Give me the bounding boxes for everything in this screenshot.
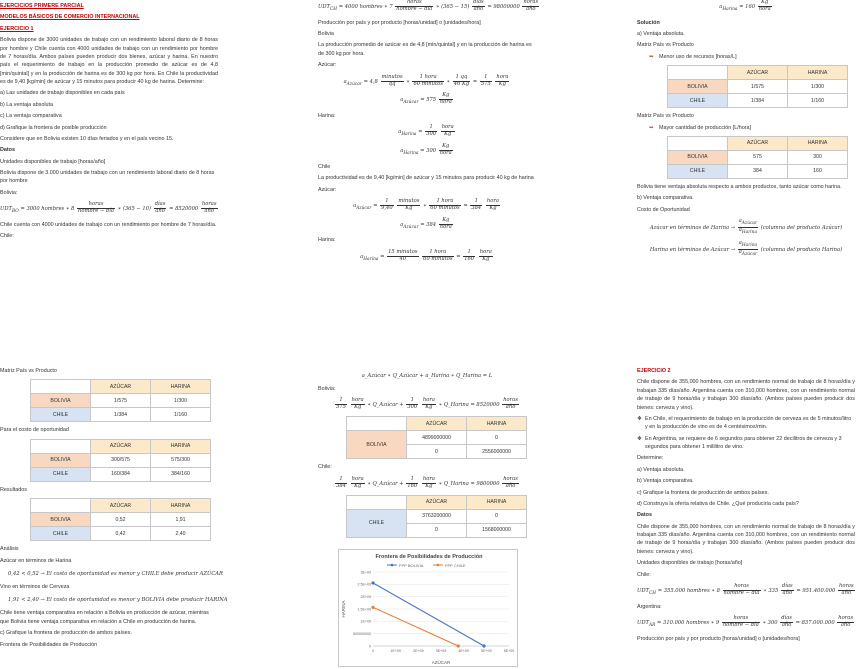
column-3	[637, 0, 855, 263]
ex2-udt-chile-equation: $UDT_{CH} = 355.000$ hombres ∗ 8 $\frac{\text{horas}}{\text{hombre − día}}$ ∗ 335 $\frac{\text{días}}{\text{año}}$ = 951.400.000 $\frac{\text{horas}}{\text{año}}$	[637, 582, 854, 596]
harina-bolivia-equation-1: $a_{Harina}$ = $\frac{1}{300}$ $\frac{\text{hora}}{Kg}$	[398, 124, 454, 138]
azucar-bolivia-equation-1: $a_{Azúcar} = 4,8$ $\frac{\text{minutos}}{qq}$ ∗ $\frac{\text{1 hora}}{\text{60 minutos}}$ ∗ $\frac{1 qq}{46 Kg}$ = $\frac{1}{575}$ $\frac{\text{hora}}{Kg}$	[343, 73, 509, 87]
harina-label-2: Harina:	[318, 237, 336, 244]
chile-label: Chile:	[0, 233, 14, 240]
series-1-point-0	[371, 606, 374, 609]
matriz-label: Matriz País vs Producto	[637, 42, 694, 49]
ex2-question-d: d) Construya la oferta relativa de Chile. ¿Qué produciría cada país?	[637, 500, 799, 507]
arrow-bullet-icon: ➥	[649, 53, 654, 60]
x-tick-label-0: 0	[372, 649, 374, 653]
bullet-chile: ❖ En Chile, el requerimiento de trabajo en la producción de cerveza es de 5 minutos/litro y en la producción de vino es de 4 centésimos/min.	[637, 415, 852, 431]
question-c: c) La ventaja comparativa	[0, 113, 62, 120]
vino-analysis-result: 1,91 < 2,40 → El costo de oportunidad es menor y BOLIVIA debe producir HARINA	[8, 597, 228, 604]
bolivia-production-desc: La producción promedio de azúcar es de 4,8 [min/quintal] y en la producción de harina es de 300 kg por hora.	[318, 42, 532, 57]
legend-label-0: FPP BOLIVIA	[399, 562, 424, 568]
production-label: Producción por país y por producto [horas/unidad] o [unidades/hora]	[318, 19, 481, 26]
bolivia-fpp-equation: $\frac{1}{575}$ $\frac{\text{hora}}{Kg}$ ∗ Q_Azúcar + $\frac{1}{300}$ $\frac{\text{hora}}{Kg}$ ∗ Q_Harina = 8520000 $\frac{\text{horas}}{\text{año}}$	[336, 397, 518, 411]
resultados-label: Resultados	[0, 486, 27, 493]
column-1	[0, 2, 218, 244]
mayor-cantidad-item: ➥ Mayor cantidad de producción [L/hora]	[649, 124, 751, 131]
analisis-label: Análisis	[0, 546, 19, 553]
harina-terms-formula: Harina en términos de Azúcar → $\frac{a_{Harina}}{a_{Azúcar}}$ (columna del producto Harina)	[649, 240, 843, 258]
x-tick-label-4: 4E+09	[458, 649, 469, 653]
ex2-udt-label: Unidades disponibles de trabajo [horas/año]	[637, 560, 743, 567]
chile-label: Chile:	[318, 464, 332, 471]
matriz-label: Matriz País vs Producto	[0, 368, 57, 374]
y-tick-label-3: 1.5E+09	[357, 607, 371, 612]
exercise-2-intro: Chile dispone de 355,000 hombres, con un rendimiento normal de trabajo de 8 horas/día y trabajan 335 días/año. Argentina cuenta con 310,000 hombres, con un rendimiento normal de trabajo de 9 horas/día y trabajan 300 días/año. (Ambos países pueden producir dos bienes: cerveza y vino).	[637, 379, 855, 411]
azucar-bolivia-equation-2: $a_{Azúcar} = 575$ $\frac{Kg}{\text{hora}}$	[400, 92, 452, 106]
chile-desc: Chile cuenta con 4000 unidades de trabajo con un rendimiento por hombre de 7 horas/día.	[0, 221, 217, 228]
vino-terms-label: Vino en términos de Cerveza	[0, 583, 70, 590]
arrow-bullet-icon: ➥	[649, 124, 654, 131]
y-tick-label-6: 3E+09	[360, 570, 371, 575]
question-b: b) La ventaja absoluta	[0, 101, 54, 108]
menor-uso-item: ➥ Menor uso de recursos [horas/L]	[649, 53, 737, 60]
bolivia-label: Bolivia:	[0, 189, 18, 196]
bolivia-section: Bolivia	[318, 31, 334, 38]
azucar-analysis-result: 0,42 < 0,52 → El costo de oportunidad es menor y CHILE debe producir AZÚCAR	[8, 570, 223, 577]
ventaja-comparativa-label: b) Ventaja comparativa.	[637, 195, 694, 202]
ex2-production-label: Producción por país y por producto [horas/unidad] o [unidades/hora]	[637, 635, 800, 642]
datos-heading: Datos	[0, 147, 15, 154]
chart-title: Frontera de Posibilidades de Producción	[375, 554, 483, 560]
harina-label: Harina:	[318, 112, 336, 119]
general-equation: a_Azúcar ∗ Q_Azúcar + a_Harina ∗ Q_Harina = L	[361, 373, 493, 379]
y-tick-label-4: 2E+09	[360, 595, 371, 600]
chile-fpp-table: AZÚCAR HARINA CHILE 3763200000 0 0 1568000000	[346, 495, 527, 538]
ex2-question-c: c) Grafique la frontera de producción de ambos países.	[637, 489, 769, 496]
matriz-table: AZÚCAR HARINA BOLIVIA 1/575 1/300 CHILE 1/384 1/160	[30, 379, 211, 422]
azucar-chile-equation-2: $a_{Azúcar} = 384$ $\frac{Kg}{\text{hora}}$	[400, 216, 452, 230]
consider-note: Considere que en Bolivia existen 10 días feriados y en el país vecino 15.	[0, 135, 174, 142]
legend-label-1: FPP CHILE	[445, 562, 466, 568]
bolivia-ventaja-text: Bolivia tiene ventaja absoluta respecto a ambos productos, tanto azúcar como harina.	[637, 183, 842, 190]
x-tick-label-1: 1E+09	[390, 649, 401, 653]
ex2-argentina-label: Argentina:	[637, 603, 662, 610]
y-tick-label-0: 0	[369, 644, 371, 649]
grafique-label: c) Grafique la frontera de producción de ambos países.	[0, 630, 132, 637]
harina-chile-result: $a_{Harina} = 160$ $\frac{Kg}{\text{hora}}$	[719, 0, 771, 12]
udt-chile-equation: $UDT_{CH} = 4000$ hombres ∗ 7 $\frac{\text{horas}}{\text{hombre − día}}$ ∗ (365 − 15) $\frac{\text{días}}{\text{año}}$ = 98000000 $\frac{\text{horas}}{\text{año}}$	[318, 0, 539, 12]
azucar-label: Azúcar:	[318, 62, 337, 69]
legend-marker-1	[437, 564, 440, 567]
doc-subtitle: MODELOS BÁSICOS DE COMERCIO INTERNACIONAL	[0, 14, 140, 21]
chile-production-desc: La productividad es de 9,40 [kg/min] de azúcar y 15 minutos para producir 40 kg de harina	[318, 175, 534, 182]
costo-oportunidad-label: Costo de Oportunidad	[637, 206, 690, 213]
diamond-bullet-icon: ❖	[637, 415, 642, 422]
bolivia-fpp-table: AZÚCAR HARINA BOLIVIA 4899000000 0 0 2556000000	[346, 416, 527, 459]
x-axis-label: AZÚCAR	[431, 660, 451, 665]
ex2-question-b: b) Ventaja comparativa.	[637, 478, 694, 485]
series-line-1	[373, 607, 458, 646]
y-axis-label: HARINA	[341, 600, 346, 618]
question-d: d) Grafique la frontera de posible producción	[0, 124, 107, 131]
y-tick-label-5: 2.5E+09	[357, 582, 371, 587]
harina-chile-equation: $a_{Harina}$ = $\frac{\text{15 minutos}}{40}$ $\frac{\text{1 hora}}{\text{60 minutos}}$ = $\frac{1}{160}$ $\frac{\text{hora}}{Kg}$	[360, 248, 492, 262]
chile-fpp-equation: $\frac{1}{384}$ $\frac{\text{hora}}{Kg}$ ∗ Q_Azúcar + $\frac{1}{160}$ $\frac{\text{hora}}{Kg}$ ∗ Q_Harina = 9800000 $\frac{\text{horas}}{\text{año}}$	[336, 475, 518, 489]
fpp-chart-svg	[339, 550, 519, 668]
x-tick-label-3: 3E+09	[435, 649, 447, 653]
solucion-heading: Solución	[637, 19, 660, 26]
doc-title: EJERCICIOS PRIMERE PARCIAL	[0, 3, 84, 9]
costo-table: AZÚCAR HARINA BOLIVIA 300/575 575/300 CHILE 160/384 384/160	[30, 439, 211, 482]
ex2-question-a: a) Ventaja absoluta.	[637, 466, 685, 473]
y-tick-label-2: 1E+09	[360, 619, 371, 624]
question-a: a) Las unidades de trabajo disponibles en cada país	[0, 90, 125, 97]
chile-ventaja-text: Chile tiene ventaja comparativa en relación a Bolivia en producción de azúcar, mientras que Bolivia tiene ventaja comparativa en relación a Chile en producción de harina.	[0, 610, 209, 625]
series-0-point-0	[371, 581, 374, 584]
legend-marker-0	[391, 564, 394, 567]
exercise-1-intro: Bolivia dispone de 3000 unidades de trabajo con un rendimiento laboral diario de 8 horas por hombre y Chile cuenta con 4000 unidades de trabajo con un rendimiento por hombre de 7 horas/día. Ambos países pueden producir dos bienes, azúcar y harina. En nuestro país el requerimiento de trabajo en la producción promedio de azúcar es de 4,8 [min/quintal] y en la producción de harina es de 300 kg por hora. En Chile la productividad es de 9,40 [kg/min] de azúcar y 15 minutos para producir 40 kg de harina. Determine:	[0, 37, 218, 85]
series-1-point-1	[457, 644, 460, 647]
x-tick-label-6: 6E+09	[503, 649, 515, 653]
column-6	[637, 367, 855, 646]
exercise-1-heading: EJERCICIO 1	[0, 25, 34, 32]
series-0-point-1	[482, 644, 485, 647]
azucar-chile-equation-1: $a_{Azúcar}$ = $\frac{1}{9,40}$ $\frac{\text{minutos}}{Kg}$ ∗ $\frac{\text{1 hora}}{\text{60 minutos}}$ = $\frac{1}{384}$ $\frac{\text{hora}}{Kg}$	[353, 197, 499, 211]
menor-uso-table: AZÚCAR HARINA BOLIVIA 1/575 1/300 CHILE 1/384 1/160	[667, 65, 848, 108]
harina-bolivia-equation-2: $a_{Harina} = 300$ $\frac{Kg}{\text{hora}}$	[400, 143, 452, 157]
ventaja-absoluta-label: a) Ventaja absoluta.	[637, 31, 685, 38]
frontera-label: Frontera de Posibilidades de Producción	[0, 641, 98, 648]
bolivia-desc: Bolivia dispone de 3.000 unidades de trabajo con un rendimiento laboral diario de 8 horas por hombre	[0, 170, 215, 185]
resultados-table: AZÚCAR HARINA BOLIVIA 0,52 1,91 CHILE 0,42 2,40	[30, 498, 211, 541]
y-tick-label-1: 500000000	[353, 632, 371, 637]
column-2	[318, 0, 539, 268]
azucar-terms-formula: Azúcar en términos de Harina → $\frac{a_{Azúcar}}{a_{Harina}}$ (columna del producto Azúcar)	[649, 218, 843, 236]
column-4	[0, 367, 228, 652]
bolivia-label: Bolivia:	[318, 386, 336, 393]
matriz-label-2: Matriz País vs Producto	[637, 113, 694, 120]
udt-label: Unidades disponibles de trabajo [horas/año]	[0, 158, 106, 165]
ex2-chile-label: Chile:	[637, 571, 651, 578]
diamond-bullet-icon: ❖	[637, 435, 642, 442]
azucar-terms-label: Azúcar en términos de Harina	[0, 557, 72, 564]
exercise-2-intro-repeat: Chile dispone de 355,000 hombres, con un rendimiento normal de trabajo de 8 horas/día y trabajan 335 días/año. Argentina cuenta con 310,000 hombres, con un rendimiento normal de trabajo de 9 horas/día y trabajan 300 días/año. (Ambos países pueden producir dos bienes: cerveza y vino).	[637, 523, 855, 555]
bullet-argentina: ❖ En Argentina, se requiere de 6 segundos para obtener 22 decilitros de cerveza y 3 segundos para obtener 1 mililitro de vino.	[637, 435, 842, 450]
determine-label: Determine:	[637, 455, 664, 462]
azucar-label-2: Azúcar:	[318, 186, 337, 193]
ex2-datos-heading: Datos	[637, 512, 652, 519]
fpp-chart	[338, 549, 518, 667]
ex2-udt-argentina-equation: $UDT_{AR} = 310.000$ hombres ∗ 9 $\frac{\text{horas}}{\text{hombre − día}}$ ∗ 300 $\frac{\text{días}}{\text{año}}$ = 837.000.000 $\frac{\text{horas}}{\text{año}}$	[637, 614, 853, 628]
costo-label: Para el costo de oportunidad	[0, 427, 69, 434]
chile-section: Chile	[318, 163, 331, 170]
x-tick-label-5: 5E+09	[481, 649, 492, 653]
mayor-cantidad-table: AZÚCAR HARINA BOLIVIA 575 300 CHILE 384 160	[667, 136, 848, 179]
x-tick-label-2: 2E+09	[413, 649, 424, 653]
udt-bolivia-equation: $UDT_{BO} = 3000$ hombres ∗ 8 $\frac{\text{horas}}{\text{hombre − día}}$ ∗ (365 − 10) $\frac{\text{días}}{\text{año}}$ = 8520000 $\frac{\text{horas}}{\text{año}}$	[0, 201, 217, 215]
column-5	[318, 367, 536, 542]
exercise-2-heading: EJERCICIO 2	[637, 368, 671, 374]
